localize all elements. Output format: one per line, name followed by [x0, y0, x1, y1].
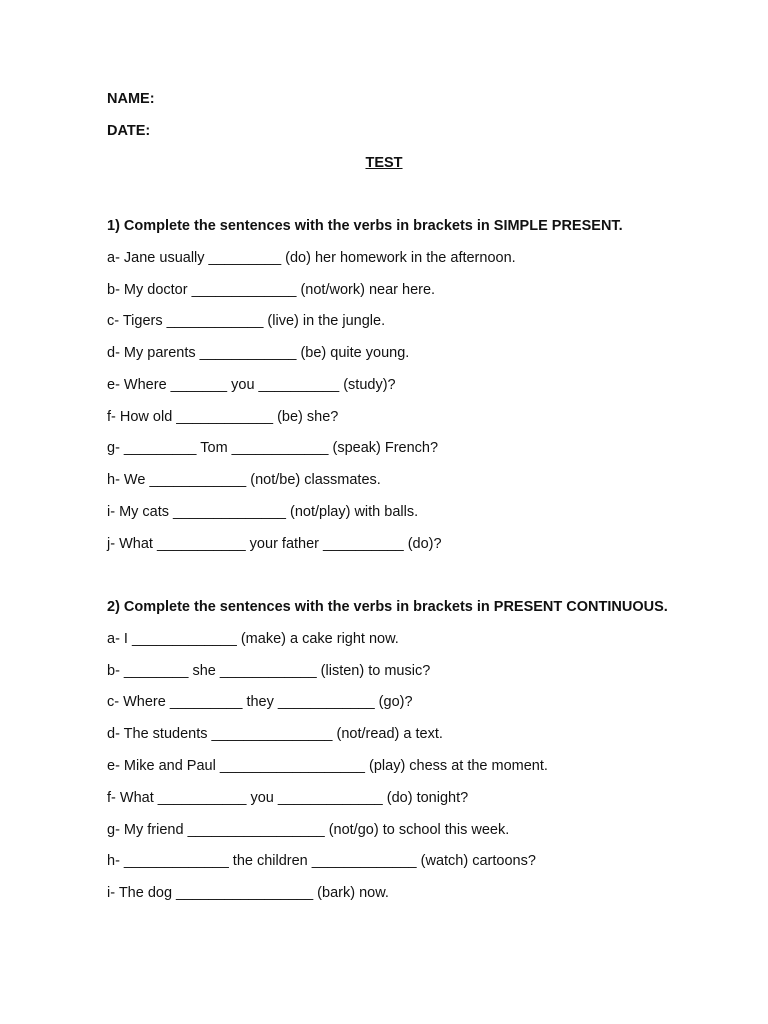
exercise-item: f- What ___________ you _____________ (do) tonight?: [107, 790, 469, 806]
exercise-item: d- The students _______________ (not/read) a text.: [107, 726, 443, 742]
exercise-item: d- My parents ____________ (be) quite young.: [107, 345, 410, 361]
exercise-item: b- My doctor _____________ (not/work) near here.: [107, 282, 436, 298]
exercise-item: h- _____________ the children _____________ (watch) cartoons?: [107, 853, 536, 869]
exercise-item: e- Where _______ you __________ (study)?: [107, 377, 396, 393]
name-label: NAME:: [107, 91, 155, 107]
exercise-item: f- How old ____________ (be) she?: [107, 409, 339, 425]
exercise-item: c- Tigers ____________ (live) in the jungle.: [107, 313, 386, 329]
exercise-item: h- We ____________ (not/be) classmates.: [107, 472, 381, 488]
exercise-item: a- Jane usually _________ (do) her homework in the afternoon.: [107, 250, 516, 266]
exercise-item: c- Where _________ they ____________ (go)?: [107, 694, 413, 710]
exercise-item: i- My cats ______________ (not/play) with balls.: [107, 504, 419, 520]
section-1-heading: 1) Complete the sentences with the verbs in brackets in SIMPLE PRESENT.: [107, 218, 623, 234]
exercise-item: a- I _____________ (make) a cake right now.: [107, 631, 399, 647]
exercise-item: g- _________ Tom ____________ (speak) French?: [107, 440, 439, 456]
date-label: DATE:: [107, 123, 151, 139]
exercise-item: j- What ___________ your father __________ (do)?: [107, 536, 442, 552]
exercise-item: g- My friend _________________ (not/go) to school this week.: [107, 822, 510, 838]
exercise-item: e- Mike and Paul __________________ (play) chess at the moment.: [107, 758, 548, 774]
section-2-heading: 2) Complete the sentences with the verbs in brackets in PRESENT CONTINUOUS.: [107, 599, 668, 615]
page-title: TEST: [365, 155, 403, 171]
exercise-item: i- The dog _________________ (bark) now.: [107, 885, 389, 901]
exercise-item: b- ________ she ____________ (listen) to music?: [107, 663, 431, 679]
